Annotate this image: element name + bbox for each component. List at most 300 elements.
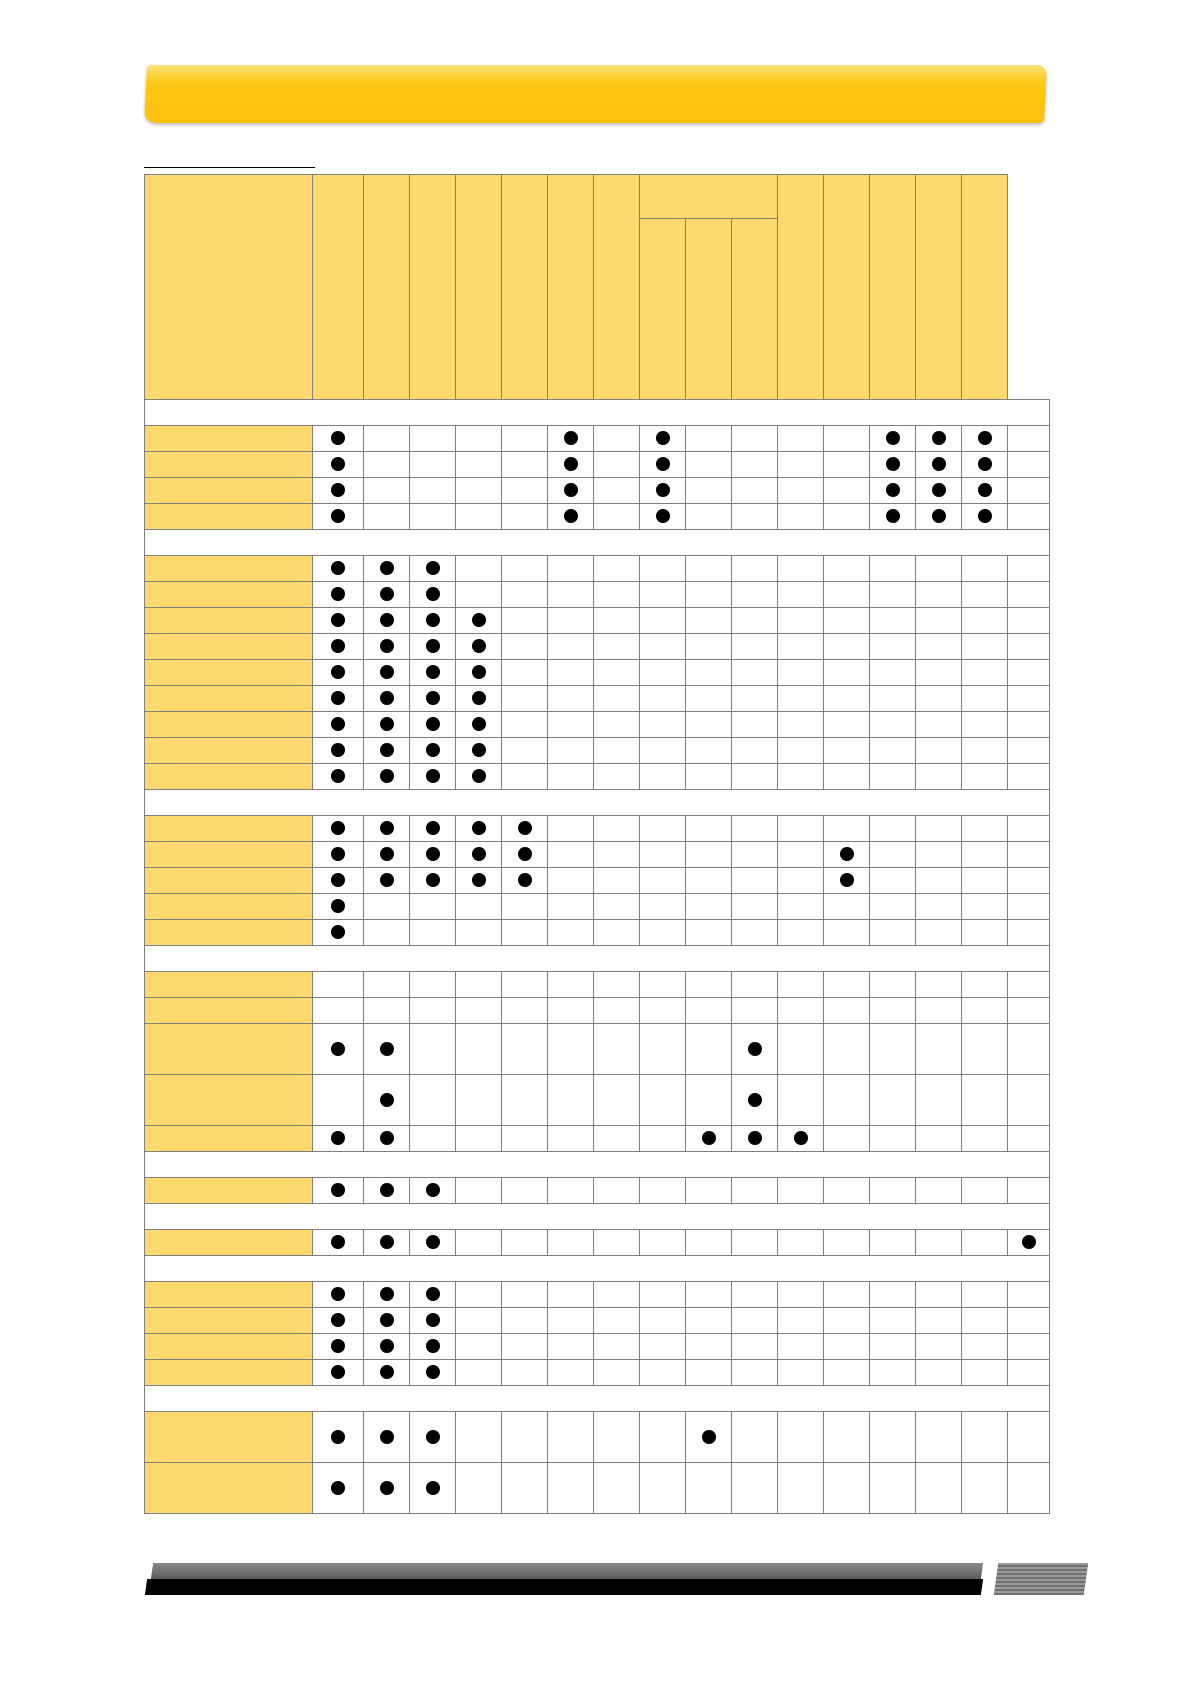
matrix-cell	[548, 556, 594, 582]
column-header	[962, 175, 1008, 400]
matrix-cell	[962, 868, 1008, 894]
matrix-cell	[456, 452, 502, 478]
matrix-cell	[778, 1075, 824, 1126]
matrix-cell	[870, 738, 916, 764]
matrix-cell	[640, 920, 686, 946]
matrix-cell	[313, 1412, 364, 1463]
matrix-cell	[778, 426, 824, 452]
matrix-cell	[686, 686, 732, 712]
matrix-cell	[870, 582, 916, 608]
bullet-mark-icon	[426, 561, 440, 575]
matrix-cell	[502, 1334, 548, 1360]
table-row	[145, 894, 1050, 920]
table-row	[145, 1178, 1050, 1204]
matrix-cell	[824, 712, 870, 738]
matrix-cell	[870, 1230, 916, 1256]
matrix-cell	[548, 1024, 594, 1075]
bullet-mark-icon	[380, 561, 394, 575]
matrix-cell	[456, 426, 502, 452]
matrix-cell	[1008, 738, 1050, 764]
bullet-mark-icon	[380, 691, 394, 705]
matrix-cell	[640, 686, 686, 712]
bullet-mark-icon	[331, 821, 345, 835]
matrix-cell	[916, 504, 962, 530]
matrix-cell	[456, 1360, 502, 1386]
matrix-cell	[548, 686, 594, 712]
matrix-cell	[640, 582, 686, 608]
bullet-mark-icon	[656, 509, 670, 523]
matrix-cell	[364, 920, 410, 946]
matrix-cell	[313, 1334, 364, 1360]
matrix-cell	[313, 868, 364, 894]
table-row	[145, 608, 1050, 634]
matrix-cell	[824, 1126, 870, 1152]
bullet-mark-icon	[518, 847, 532, 861]
matrix-cell	[640, 1178, 686, 1204]
matrix-cell	[594, 478, 640, 504]
matrix-cell	[686, 1075, 732, 1126]
matrix-cell	[824, 634, 870, 660]
column-header	[916, 175, 962, 400]
matrix-cell	[824, 738, 870, 764]
column-header	[502, 175, 548, 400]
matrix-cell	[824, 478, 870, 504]
matrix-cell	[548, 504, 594, 530]
section-divider-cell	[145, 1386, 1050, 1412]
matrix-cell	[548, 1360, 594, 1386]
table-row	[145, 660, 1050, 686]
matrix-cell	[410, 1230, 456, 1256]
matrix-cell	[686, 1360, 732, 1386]
matrix-cell	[916, 1178, 962, 1204]
matrix-cell	[870, 842, 916, 868]
bullet-mark-icon	[472, 743, 486, 757]
matrix-cell	[313, 556, 364, 582]
matrix-cell	[824, 426, 870, 452]
matrix-cell	[410, 920, 456, 946]
bullet-mark-icon	[932, 483, 946, 497]
matrix-cell	[548, 998, 594, 1024]
matrix-cell	[313, 816, 364, 842]
matrix-cell	[778, 842, 824, 868]
matrix-cell	[732, 504, 778, 530]
matrix-cell	[456, 1282, 502, 1308]
column-header	[594, 175, 640, 400]
matrix-cell	[502, 972, 548, 998]
matrix-cell	[456, 582, 502, 608]
matrix-cell	[364, 660, 410, 686]
matrix-cell	[778, 764, 824, 790]
matrix-cell	[778, 478, 824, 504]
row-label-cell	[145, 998, 313, 1024]
matrix-cell	[502, 686, 548, 712]
bullet-mark-icon	[472, 665, 486, 679]
matrix-cell	[364, 738, 410, 764]
matrix-cell	[778, 608, 824, 634]
table-row	[145, 1230, 1050, 1256]
bullet-mark-icon	[331, 899, 345, 913]
matrix-cell	[1008, 452, 1050, 478]
matrix-cell	[364, 452, 410, 478]
bullet-mark-icon	[426, 1430, 440, 1444]
table-row	[145, 556, 1050, 582]
matrix-cell	[732, 426, 778, 452]
matrix-cell	[456, 660, 502, 686]
matrix-cell	[962, 1360, 1008, 1386]
matrix-cell	[1008, 868, 1050, 894]
matrix-cell	[502, 452, 548, 478]
matrix-cell	[364, 1282, 410, 1308]
row-label-cell	[145, 608, 313, 634]
section-divider-row	[145, 1152, 1050, 1178]
matrix-cell	[640, 1024, 686, 1075]
matrix-cell	[686, 1282, 732, 1308]
matrix-cell	[824, 556, 870, 582]
matrix-cell	[364, 998, 410, 1024]
matrix-cell	[1008, 1075, 1050, 1126]
matrix-cell	[962, 686, 1008, 712]
matrix-cell	[313, 478, 364, 504]
bullet-mark-icon	[426, 639, 440, 653]
matrix-cell	[962, 556, 1008, 582]
matrix-cell	[548, 712, 594, 738]
bullet-mark-icon	[380, 1365, 394, 1379]
bullet-mark-icon	[932, 509, 946, 523]
matrix-cell	[962, 1282, 1008, 1308]
matrix-cell	[686, 608, 732, 634]
matrix-cell	[870, 426, 916, 452]
bullet-mark-icon	[426, 717, 440, 731]
matrix-cell	[410, 972, 456, 998]
matrix-cell	[1008, 504, 1050, 530]
matrix-cell	[410, 556, 456, 582]
matrix-cell	[594, 1282, 640, 1308]
section-divider-row	[145, 946, 1050, 972]
matrix-cell	[640, 712, 686, 738]
bullet-mark-icon	[886, 431, 900, 445]
matrix-cell	[640, 452, 686, 478]
matrix-cell	[502, 1024, 548, 1075]
bullet-mark-icon	[426, 873, 440, 887]
bullet-mark-icon	[331, 639, 345, 653]
matrix-cell	[962, 920, 1008, 946]
bullet-mark-icon	[380, 717, 394, 731]
matrix-cell	[502, 842, 548, 868]
matrix-cell	[456, 764, 502, 790]
matrix-cell	[1008, 1126, 1050, 1152]
matrix-cell	[686, 998, 732, 1024]
column-subheader	[686, 219, 732, 400]
matrix-cell	[548, 1282, 594, 1308]
bullet-mark-icon	[380, 1131, 394, 1145]
bullet-mark-icon	[472, 769, 486, 783]
bullet-mark-icon	[518, 821, 532, 835]
matrix-cell	[870, 998, 916, 1024]
matrix-cell	[502, 712, 548, 738]
matrix-cell	[456, 478, 502, 504]
matrix-cell	[548, 1463, 594, 1514]
matrix-cell	[870, 1412, 916, 1463]
matrix-cell	[640, 1360, 686, 1386]
bullet-mark-icon	[472, 847, 486, 861]
matrix-cell	[502, 868, 548, 894]
matrix-cell	[456, 920, 502, 946]
matrix-cell	[962, 1308, 1008, 1334]
matrix-cell	[870, 972, 916, 998]
matrix-cell	[410, 1463, 456, 1514]
matrix-cell	[778, 556, 824, 582]
matrix-cell	[364, 686, 410, 712]
matrix-cell	[916, 1360, 962, 1386]
bullet-mark-icon	[426, 1365, 440, 1379]
matrix-cell	[778, 452, 824, 478]
matrix-cell	[824, 1282, 870, 1308]
matrix-cell	[364, 634, 410, 660]
matrix-cell	[410, 1024, 456, 1075]
bullet-mark-icon	[564, 483, 578, 497]
matrix-cell	[364, 556, 410, 582]
matrix-cell	[778, 816, 824, 842]
matrix-cell	[962, 426, 1008, 452]
row-label-cell	[145, 1230, 313, 1256]
matrix-cell	[916, 686, 962, 712]
matrix-cell	[916, 1075, 962, 1126]
matrix-cell	[732, 972, 778, 998]
matrix-cell	[548, 842, 594, 868]
matrix-cell	[916, 478, 962, 504]
matrix-cell	[313, 426, 364, 452]
bullet-mark-icon	[518, 873, 532, 887]
matrix-cell	[732, 478, 778, 504]
matrix-cell	[916, 868, 962, 894]
matrix-cell	[824, 1463, 870, 1514]
bullet-mark-icon	[932, 431, 946, 445]
bullet-mark-icon	[472, 613, 486, 627]
matrix-cell	[824, 1075, 870, 1126]
matrix-cell	[870, 608, 916, 634]
matrix-cell	[870, 1126, 916, 1152]
matrix-cell	[594, 634, 640, 660]
matrix-cell	[870, 816, 916, 842]
matrix-cell	[732, 1126, 778, 1152]
matrix-cell	[916, 1463, 962, 1514]
matrix-cell	[594, 1360, 640, 1386]
matrix-cell	[313, 972, 364, 998]
bullet-mark-icon	[978, 483, 992, 497]
bullet-mark-icon	[331, 873, 345, 887]
matrix-cell	[502, 816, 548, 842]
matrix-cell	[732, 816, 778, 842]
matrix-cell	[456, 1024, 502, 1075]
matrix-cell	[1008, 816, 1050, 842]
matrix-cell	[778, 660, 824, 686]
bullet-mark-icon	[331, 1287, 345, 1301]
matrix-cell	[962, 1126, 1008, 1152]
matrix-cell	[962, 478, 1008, 504]
matrix-cell	[594, 738, 640, 764]
bullet-mark-icon	[656, 457, 670, 471]
matrix-cell	[313, 998, 364, 1024]
bullet-mark-icon	[380, 1235, 394, 1249]
matrix-cell	[364, 1126, 410, 1152]
matrix-cell	[594, 1178, 640, 1204]
table-row	[145, 1463, 1050, 1514]
matrix-cell	[502, 556, 548, 582]
matrix-cell	[548, 1308, 594, 1334]
matrix-cell	[870, 660, 916, 686]
matrix-cell	[548, 1230, 594, 1256]
bullet-mark-icon	[380, 821, 394, 835]
table-row	[145, 1282, 1050, 1308]
matrix-cell	[686, 868, 732, 894]
matrix-cell	[548, 452, 594, 478]
bullet-mark-icon	[978, 457, 992, 471]
matrix-cell	[313, 504, 364, 530]
matrix-cell	[962, 712, 1008, 738]
matrix-cell	[916, 1334, 962, 1360]
matrix-cell	[732, 686, 778, 712]
matrix-cell	[778, 1024, 824, 1075]
table-row	[145, 920, 1050, 946]
bullet-mark-icon	[702, 1131, 716, 1145]
matrix-cell	[548, 660, 594, 686]
matrix-cell	[502, 608, 548, 634]
matrix-cell	[313, 1126, 364, 1152]
matrix-cell	[732, 920, 778, 946]
row-label-cell	[145, 1178, 313, 1204]
section-divider-row	[145, 790, 1050, 816]
matrix-cell	[456, 816, 502, 842]
column-subheader	[640, 219, 686, 400]
table-row	[145, 582, 1050, 608]
matrix-cell	[732, 1178, 778, 1204]
matrix-cell	[456, 1308, 502, 1334]
matrix-cell	[313, 712, 364, 738]
matrix-cell	[364, 478, 410, 504]
matrix-cell	[640, 738, 686, 764]
bullet-mark-icon	[380, 1339, 394, 1353]
table-row	[145, 634, 1050, 660]
matrix-cell	[364, 1463, 410, 1514]
matrix-cell	[502, 738, 548, 764]
bullet-mark-icon	[380, 743, 394, 757]
matrix-cell	[824, 1360, 870, 1386]
matrix-cell	[364, 1230, 410, 1256]
matrix-cell	[686, 452, 732, 478]
column-group-header	[640, 175, 778, 219]
matrix-cell	[732, 582, 778, 608]
matrix-cell	[778, 1308, 824, 1334]
bullet-mark-icon	[331, 717, 345, 731]
matrix-cell	[548, 582, 594, 608]
bullet-mark-icon	[426, 1481, 440, 1495]
bullet-mark-icon	[426, 587, 440, 601]
matrix-cell	[962, 1024, 1008, 1075]
matrix-cell	[548, 608, 594, 634]
matrix-cell	[410, 816, 456, 842]
bullet-mark-icon	[331, 769, 345, 783]
matrix-cell	[594, 1463, 640, 1514]
matrix-cell	[410, 582, 456, 608]
matrix-cell	[870, 1463, 916, 1514]
matrix-cell	[778, 582, 824, 608]
bullet-mark-icon	[331, 1042, 345, 1056]
header-banner	[144, 65, 1047, 123]
matrix-cell	[594, 556, 640, 582]
matrix-cell	[1008, 634, 1050, 660]
matrix-cell	[870, 712, 916, 738]
row-label-cell	[145, 868, 313, 894]
bullet-mark-icon	[380, 873, 394, 887]
matrix-cell	[410, 868, 456, 894]
matrix-cell	[870, 686, 916, 712]
bullet-mark-icon	[564, 431, 578, 445]
row-label-cell	[145, 1126, 313, 1152]
bullet-mark-icon	[840, 873, 854, 887]
row-label-cell	[145, 738, 313, 764]
matrix-cell	[594, 504, 640, 530]
matrix-cell	[1008, 608, 1050, 634]
matrix-cell	[364, 426, 410, 452]
matrix-cell	[824, 1412, 870, 1463]
bullet-mark-icon	[886, 509, 900, 523]
matrix-cell	[686, 738, 732, 764]
matrix-cell	[594, 452, 640, 478]
matrix-cell	[410, 478, 456, 504]
matrix-cell	[916, 738, 962, 764]
matrix-cell	[778, 504, 824, 530]
bullet-mark-icon	[380, 639, 394, 653]
row-label-cell	[145, 894, 313, 920]
matrix-cell	[1008, 478, 1050, 504]
matrix-cell	[640, 504, 686, 530]
matrix-cell	[824, 868, 870, 894]
table-row	[145, 1075, 1050, 1126]
matrix-cell	[364, 894, 410, 920]
matrix-cell	[732, 660, 778, 686]
bullet-mark-icon	[840, 847, 854, 861]
matrix-cell	[410, 608, 456, 634]
row-label-cell	[145, 972, 313, 998]
matrix-cell	[1008, 1024, 1050, 1075]
row-label-cell	[145, 1463, 313, 1514]
matrix-cell	[410, 1126, 456, 1152]
matrix-cell	[686, 1412, 732, 1463]
matrix-cell	[686, 972, 732, 998]
matrix-cell	[916, 608, 962, 634]
matrix-cell	[364, 504, 410, 530]
section-divider-row	[145, 1386, 1050, 1412]
row-label-cell	[145, 1282, 313, 1308]
matrix-cell	[778, 1360, 824, 1386]
matrix-cell	[594, 1024, 640, 1075]
bullet-mark-icon	[426, 769, 440, 783]
matrix-cell	[686, 1334, 732, 1360]
matrix-cell	[916, 1024, 962, 1075]
matrix-cell	[410, 1334, 456, 1360]
bullet-mark-icon	[426, 1183, 440, 1197]
row-label-cell	[145, 686, 313, 712]
matrix-cell	[313, 842, 364, 868]
matrix-cell	[778, 1178, 824, 1204]
matrix-cell	[962, 504, 1008, 530]
matrix-cell	[732, 1463, 778, 1514]
matrix-cell	[456, 686, 502, 712]
matrix-cell	[962, 660, 1008, 686]
matrix-cell	[732, 1334, 778, 1360]
matrix-cell	[686, 634, 732, 660]
matrix-cell	[313, 738, 364, 764]
